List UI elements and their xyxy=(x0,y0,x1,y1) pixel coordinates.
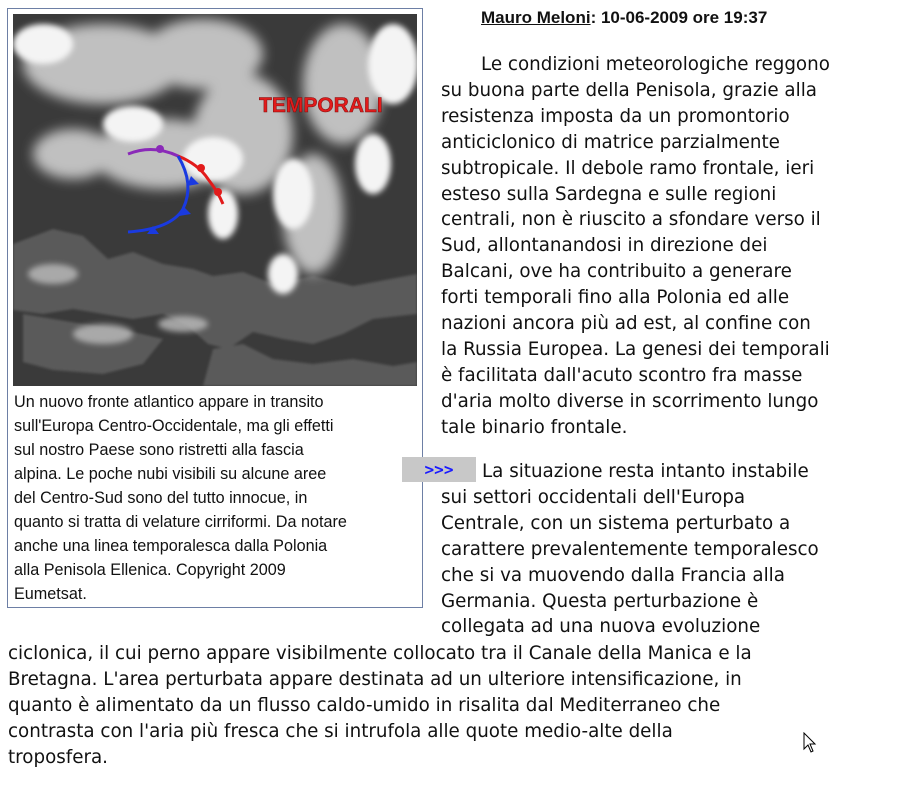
author-link[interactable]: Mauro Meloni xyxy=(481,8,591,27)
caption-line: sul nostro Paese sono ristretti alla fascia xyxy=(14,441,304,459)
paragraph-line: Sud, allontanandosi in direzione dei xyxy=(441,235,768,257)
paragraph-line: carattere prevalentemente temporalesco xyxy=(441,538,819,560)
paragraph-line: Germania. Questa perturbazione è xyxy=(441,590,759,612)
paragraph-line: ciclonica, il cui perno appare visibilmente collocato tra il Canale della Manica e la xyxy=(8,643,752,664)
caption-line: del Centro-Sud sono del tutto innocue, in xyxy=(14,489,308,507)
image-label: TEMPORALI xyxy=(259,94,383,117)
paragraph-line: La situazione resta intanto instabile xyxy=(482,461,809,482)
paragraph-line: su buona parte della Penisola, grazie alla xyxy=(441,79,817,101)
caption-line: anche una linea temporalesca dalla Polonia xyxy=(14,537,328,555)
paragraph-line: Le condizioni meteorologiche reggono xyxy=(481,54,830,75)
publish-date: : 10-06-2009 ore 19:37 xyxy=(590,8,768,27)
paragraph-line: quanto è alimentato da un flusso caldo-umido in risalita dal Mediterraneo che xyxy=(8,694,721,716)
paragraph-line: collegata ad una nuova evoluzione xyxy=(441,616,761,638)
caption-line: alla Penisola Ellenica. Copyright 2009 xyxy=(14,561,286,579)
satellite-image xyxy=(13,14,417,386)
paragraph-2 xyxy=(441,459,896,640)
figure-box xyxy=(7,8,423,608)
mouse-cursor-icon xyxy=(803,732,817,754)
caption-line: alpina. Le poche nubi visibili su alcune aree xyxy=(14,465,327,483)
caption-line: sull'Europa Centro-Occidentale, ma gli effetti xyxy=(14,417,334,435)
paragraph-line: sui settori occidentali dell'Europa xyxy=(441,486,746,508)
paragraph-line: resistenza imposta da un promontorio xyxy=(441,105,790,127)
paragraph-2-continued xyxy=(8,641,896,771)
caption-line: Eumetsat. xyxy=(14,585,87,603)
article-byline xyxy=(481,8,767,28)
paragraph-line: esteso sulla Sardegna e sulle regioni xyxy=(441,183,777,205)
paragraph-line: centrali, non è riuscito a sfondare verso il xyxy=(441,209,821,231)
paragraph-line: d'aria molto diverse in scorrimento lungo xyxy=(441,390,819,412)
paragraph-line: forti temporali fino alla Polonia ed alle xyxy=(441,287,790,309)
paragraph-1 xyxy=(441,52,896,441)
caption-line: quanto si tratta di velature cirriformi. Da notare xyxy=(14,513,347,531)
paragraph-line: Bretagna. L'area perturbata appare destinata ad un ulteriore intensificazione, in xyxy=(8,668,742,690)
paragraph-line: subtropicale. Il debole ramo frontale, ieri xyxy=(441,157,815,179)
paragraph-line: nazioni ancora più ad est, al confine con xyxy=(441,313,811,335)
paragraph-line: contrasta con l'aria più fresca che si intrufola alle quote medio-alte della xyxy=(8,720,673,742)
more-button[interactable]: >>> xyxy=(402,457,476,482)
paragraph-line: è facilitata dall'acuto scontro fra masse xyxy=(441,364,803,386)
image-caption xyxy=(14,390,416,606)
paragraph-line: Centrale, con un sistema perturbato a xyxy=(441,512,791,534)
paragraph-line: tale binario frontale. xyxy=(441,416,628,438)
caption-line: Un nuovo fronte atlantico appare in transito xyxy=(14,393,324,411)
paragraph-line: che si va muovendo dalla Francia alla xyxy=(441,564,785,586)
paragraph-line: anticiclonico di matrice parzialmente xyxy=(441,131,780,153)
paragraph-line: Balcani, ove ha contribuito a generare xyxy=(441,261,792,283)
paragraph-line: la Russia Europea. La genesi dei temporali xyxy=(441,338,830,360)
paragraph-line: troposfera. xyxy=(8,746,108,768)
